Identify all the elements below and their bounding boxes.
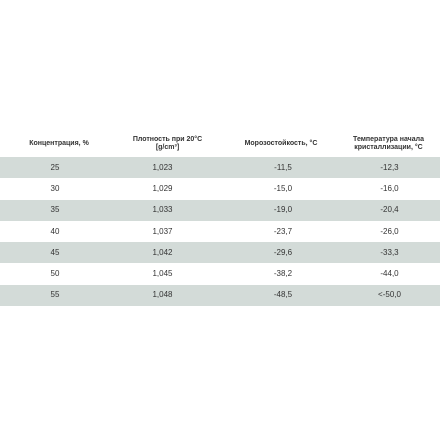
cell-concentration: 35	[50, 205, 60, 215]
table-row	[0, 157, 440, 178]
cell-density: 1,037	[152, 226, 173, 236]
cell-concentration: 55	[50, 290, 60, 300]
cell-frost-resistance: -23,7	[273, 226, 293, 236]
cell-concentration: 40	[50, 226, 60, 236]
table-body	[0, 157, 440, 306]
cell-frost-resistance: -19,0	[273, 205, 293, 215]
header-concentration	[0, 131, 110, 157]
header-density-label: Плотность при 20°C	[132, 136, 203, 143]
cell-crystallization-temp: -26,0	[380, 226, 399, 236]
cell-crystallization-temp: -16,0	[380, 183, 399, 193]
cell-crystallization-temp: -33,3	[380, 247, 399, 257]
header-density-unit: [g/cm³]	[155, 144, 180, 151]
cell-density: 1,048	[152, 290, 173, 300]
header-concentration-label: Концентрация, %	[29, 140, 89, 147]
header-frost-resistance	[225, 131, 337, 157]
cell-frost-resistance: -38,2	[273, 269, 293, 279]
cell-crystallization-temp: -12,3	[380, 162, 399, 172]
cell-density: 1,023	[152, 162, 173, 172]
table-row	[0, 200, 440, 221]
table-row	[0, 178, 440, 199]
cell-frost-resistance: -48,5	[273, 290, 293, 300]
cell-concentration: 30	[50, 183, 60, 193]
cell-density: 1,042	[152, 247, 173, 257]
cell-frost-resistance: -15,0	[273, 183, 293, 193]
table-header	[0, 131, 440, 157]
cell-crystallization-temp: -20,4	[380, 205, 399, 215]
cell-density: 1,029	[152, 183, 173, 193]
header-row	[0, 131, 440, 157]
table-row	[0, 263, 440, 284]
cell-concentration: 25	[50, 162, 60, 172]
cell-density: 1,033	[152, 205, 173, 215]
header-frost-resistance-label: Морозостойкость, °C	[244, 140, 318, 147]
data-table-container	[0, 131, 440, 306]
header-crystallization-temp-label: Температура начала	[353, 136, 424, 143]
cell-density: 1,045	[152, 269, 173, 279]
cell-crystallization-temp: -44,0	[380, 269, 399, 279]
cell-concentration: 50	[50, 269, 60, 279]
cell-frost-resistance: -11,5	[274, 162, 292, 172]
header-crystallization-temp	[337, 131, 440, 157]
cell-concentration: 45	[50, 247, 60, 257]
concentration-table	[0, 131, 440, 306]
cell-frost-resistance: -29,6	[273, 247, 293, 257]
header-density	[110, 131, 225, 157]
header-crystallization-temp-unit: кристаллизации, °C	[354, 144, 423, 151]
table-row	[0, 285, 440, 306]
table-row	[0, 242, 440, 263]
cell-crystallization-temp: <-50,0	[378, 290, 401, 300]
table-row	[0, 221, 440, 242]
